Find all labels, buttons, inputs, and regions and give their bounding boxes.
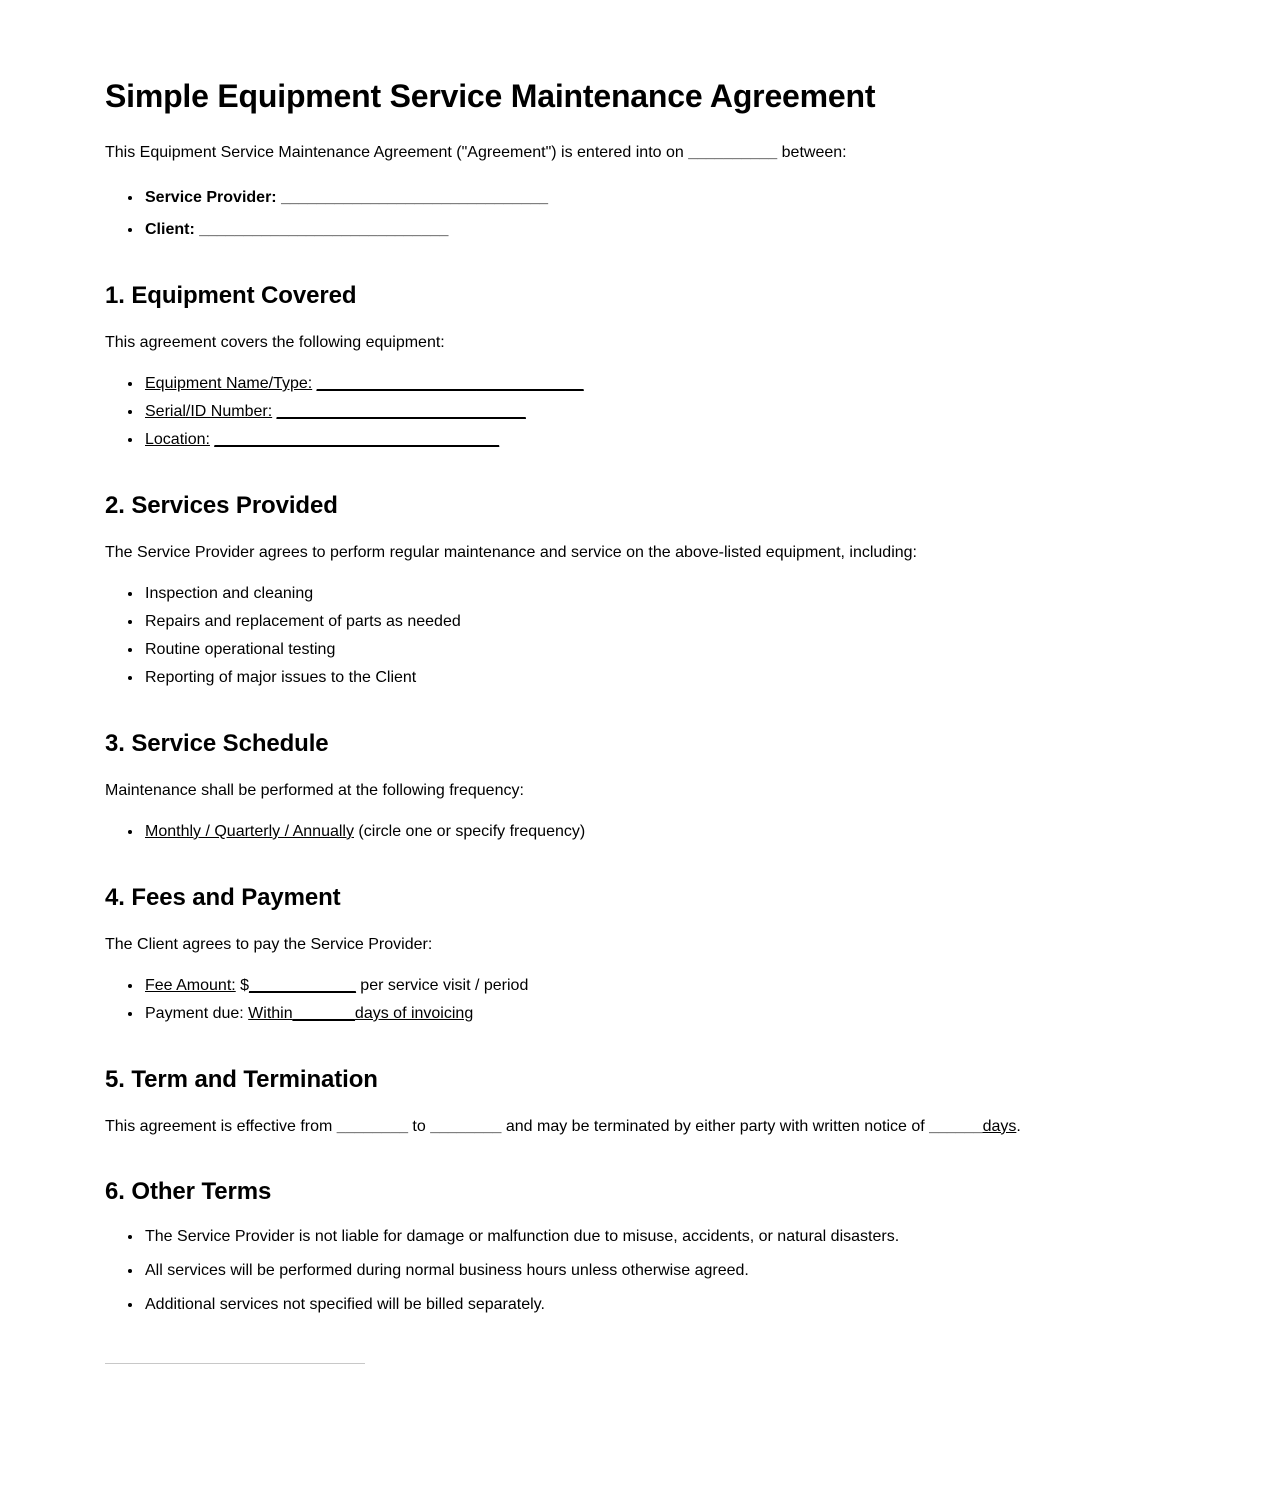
page-title: Simple Equipment Service Maintenance Agreement	[105, 78, 876, 114]
frequency-options[interactable]: Monthly / Quarterly / Annually	[145, 822, 354, 840]
footer-divider	[105, 1363, 365, 1364]
termination-notice-blank[interactable]: ______	[929, 1117, 983, 1135]
fee-currency-symbol: $	[235, 976, 250, 994]
location-label: Location:	[145, 430, 210, 448]
location-blank[interactable]: ________________________________	[214, 430, 500, 448]
list-item-fee-amount	[143, 974, 1158, 998]
frequency-note: (circle one or specify frequency)	[353, 822, 586, 840]
list-item: • Inspection and cleaning	[143, 582, 1158, 606]
list-item-service-provider	[143, 186, 1158, 210]
equipment-fields-list	[105, 372, 1158, 452]
list-item: • All services will be performed during normal business hours unless otherwise agreed.	[143, 1259, 1158, 1283]
term-text-2: to	[407, 1117, 431, 1135]
parties-list	[105, 186, 1158, 242]
list-item-frequency	[143, 820, 1158, 844]
term-period: .	[1016, 1117, 1021, 1135]
list-item: • Additional services not specified will be billed separately.	[143, 1293, 1158, 1317]
section-heading-fees-and-payment: 4. Fees and Payment	[105, 883, 341, 911]
payment-due-suffix: days of invoicing	[354, 1004, 474, 1022]
termination-notice-days: days	[982, 1117, 1017, 1135]
list-item-serial-number	[143, 400, 1158, 424]
list-item: • The Service Provider is not liable for damage or malfunction due to misuse, accidents, or natural disasters.	[143, 1225, 1158, 1249]
service-frequency-list	[105, 820, 1158, 844]
section-5-paragraph	[105, 1115, 1158, 1138]
term-start-date-blank[interactable]: ________	[336, 1117, 408, 1135]
service-provider-label: Service Provider:	[145, 188, 277, 206]
equipment-name-label: Equipment Name/Type:	[145, 374, 313, 392]
section-heading-services-provided: 2. Services Provided	[105, 491, 338, 519]
service-provider-blank[interactable]: ______________________________	[281, 188, 549, 206]
payment-due-within: Within	[248, 1004, 293, 1022]
list-item: • Routine operational testing	[143, 638, 1158, 662]
fee-amount-label: Fee Amount:	[145, 976, 236, 994]
term-end-date-blank[interactable]: ________	[430, 1117, 502, 1135]
section-2-intro: The Service Provider agrees to perform regular maintenance and service on the above-listed equipment, including:	[105, 543, 917, 561]
list-item-client	[143, 218, 1158, 242]
section-3-intro: Maintenance shall be performed at the following frequency:	[105, 781, 524, 799]
client-blank[interactable]: ____________________________	[199, 220, 449, 238]
intro-text-before: This Equipment Service Maintenance Agreement ("Agreement") is entered into on	[105, 143, 689, 161]
intro-paragraph	[105, 141, 1158, 164]
client-label: Client:	[145, 220, 195, 238]
services-list	[105, 582, 1158, 690]
intro-date-blank[interactable]: __________	[688, 143, 778, 161]
term-text-3: and may be terminated by either party with written notice of	[501, 1117, 930, 1135]
term-text-1: This agreement is effective from	[105, 1117, 337, 1135]
fee-amount-suffix: per service visit / period	[355, 976, 529, 994]
section-1-intro: This agreement covers the following equipment:	[105, 333, 445, 351]
fee-amount-blank[interactable]: ____________	[249, 976, 356, 994]
list-item-equipment-name	[143, 372, 1158, 396]
payment-due-label: Payment due:	[145, 1004, 249, 1022]
list-item: • Repairs and replacement of parts as needed	[143, 610, 1158, 634]
equipment-name-blank[interactable]: ______________________________	[316, 374, 584, 392]
list-item: • Reporting of major issues to the Client	[143, 666, 1158, 690]
section-heading-other-terms: 6. Other Terms	[105, 1177, 272, 1205]
serial-number-blank[interactable]: ____________________________	[276, 402, 526, 420]
serial-number-label: Serial/ID Number:	[145, 402, 273, 420]
list-item-location	[143, 428, 1158, 452]
list-item-payment-due	[143, 1002, 1158, 1026]
section-heading-term-and-termination: 5. Term and Termination	[105, 1065, 378, 1093]
fees-list	[105, 974, 1158, 1026]
section-4-intro: The Client agrees to pay the Service Provider:	[105, 935, 433, 953]
intro-text-after: between:	[777, 143, 847, 161]
other-terms-list	[105, 1225, 1158, 1317]
section-heading-service-schedule: 3. Service Schedule	[105, 729, 329, 757]
payment-days-blank[interactable]: _______	[292, 1004, 355, 1022]
section-heading-equipment-covered: 1. Equipment Covered	[105, 281, 357, 309]
